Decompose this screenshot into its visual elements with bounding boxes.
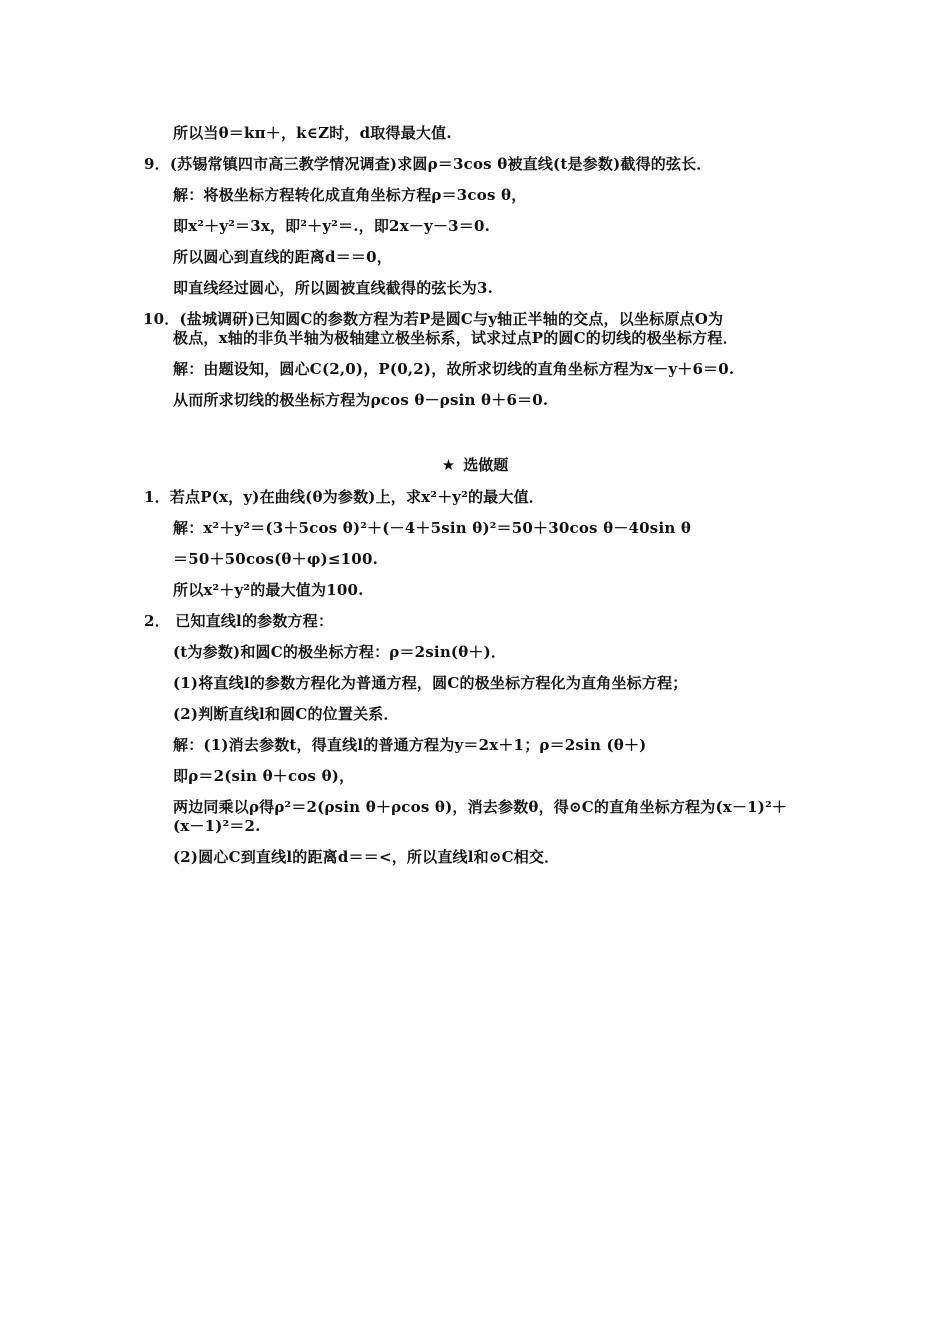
section-title bbox=[0, 456, 950, 474]
answer-line: 从而所求切线的极坐标方程为ρcos θ－ρsin θ＋6＝0. bbox=[173, 391, 549, 409]
answer-line: 即x²＋y²＝3x，即²＋y²＝.，即2x－y－3＝0. bbox=[173, 217, 491, 235]
sub-question-2: (2)判断直线l和圆C的位置关系． bbox=[173, 705, 399, 723]
answer-line: 两边同乘以ρ得ρ²＝2(ρsin θ＋ρcos θ)，消去参数θ，得⊙C的直角坐标方程为(x－1)²＋ bbox=[173, 798, 788, 816]
text-line: 所以当θ＝kπ＋，k∈Z时，d取得最大值. bbox=[173, 124, 452, 142]
answer-line: 所以x²＋y²的最大值为100. bbox=[173, 581, 364, 599]
sub-question-1: (1)将直线l的参数方程化为普通方程，圆C的极坐标方程化为直角坐标方程； bbox=[173, 674, 688, 692]
answer-line: 解：(1)消去参数t，得直线l的普通方程为y＝2x＋1；ρ＝2sin (θ＋) bbox=[173, 736, 647, 754]
answer-line: (x－1)²＝2. bbox=[173, 817, 261, 835]
answer-line: ＝50＋50cos(θ＋φ)≤100. bbox=[173, 550, 379, 568]
question-2-continued: (t为参数)和圆C的极坐标方程：ρ＝2sin(θ＋)． bbox=[173, 643, 507, 661]
question-1: 1．若点P(x，y)在曲线(θ为参数)上，求x²＋y²的最大值． bbox=[144, 488, 544, 506]
star-icon: ★ bbox=[441, 456, 456, 474]
answer-line: 解：将极坐标方程转化成直角坐标方程ρ＝3cos θ， bbox=[173, 186, 527, 204]
answer-line: 即直线经过圆心，所以圆被直线截得的弦长为3. bbox=[173, 279, 494, 297]
question-9: 9．(苏锡常镇四市高三教学情况调查)求圆ρ＝3cos θ被直线(t是参数)截得的弦长． bbox=[144, 155, 712, 173]
question-10-continued: 极点，x轴的非负半轴为极轴建立极坐标系，试求过点P的圆C的切线的极坐标方程． bbox=[173, 329, 738, 347]
answer-line: 即ρ＝2(sin θ＋cos θ)， bbox=[173, 767, 355, 785]
question-10: 10．(盐城调研)已知圆C的参数方程为若P是圆C与y轴正半轴的交点，以坐标原点O为 bbox=[143, 310, 724, 328]
answer-line: 所以圆心到直线的距离d＝＝0， bbox=[173, 248, 392, 266]
answer-line: 解：x²＋y²＝(3＋5cos θ)²＋(－4＋5sin θ)²＝50＋30cos θ－40sin θ bbox=[173, 519, 692, 537]
question-2: 2． 已知直线l的参数方程： bbox=[144, 612, 334, 630]
section-title-text: 选做题 bbox=[463, 456, 509, 474]
answer-line: 解：由题设知，圆心C(2,0)，P(0,2)，故所求切线的直角坐标方程为x－y＋6＝0. bbox=[173, 360, 735, 378]
answer-line: (2)圆心C到直线l的距离d＝＝<，所以直线l和⊙C相交． bbox=[173, 848, 560, 866]
